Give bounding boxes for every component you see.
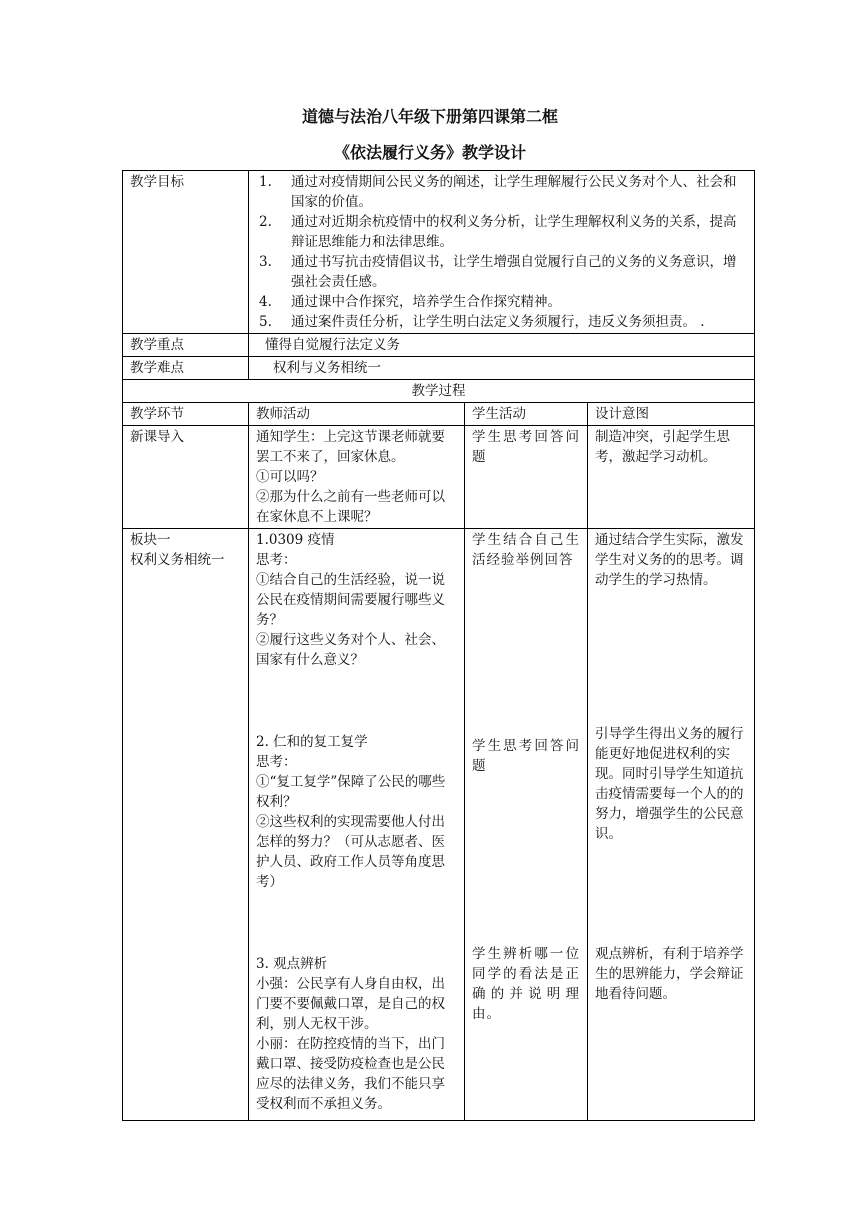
block1-teacher-activity: 1.0309 疫情 思考： ①结合自己的生活经验，说一说公民在疫情期间需要履行哪些义务？ ②履行这些义务对个人、社会、国家有什么意义？ 2. 仁和的复工复学 思考： ①“复工复学”保障了公民的哪些权利？ ②这些权利的实现需要他人付出怎样的努力？（可从志愿者、医护人员、政府工作人员等角度思考） 3. 观点辨析 小强：公民享有人身自由权，出门要不要佩戴口罩，是自己的权利，别人无权干涉。 小丽：在防控疫情的当下，出门戴口罩、接受防疫检查也是公民应尽的法律义务，我们不能只享受权利而不承担义务。 bbox=[249, 529, 465, 1121]
header-student: 学生活动 bbox=[465, 403, 588, 426]
goals-list bbox=[259, 172, 747, 332]
block1-row bbox=[123, 529, 755, 1121]
lesson-plan-table bbox=[122, 170, 755, 1121]
intro-row bbox=[123, 426, 755, 529]
focus-row bbox=[123, 334, 755, 357]
goals-label: 教学目标 bbox=[123, 171, 249, 334]
difficulty-label: 教学难点 bbox=[123, 357, 249, 380]
goal-item: 4. 通过课中合作探究，培养学生合作探究精神。 bbox=[259, 294, 561, 310]
block1-stage: 板块一 权利义务相统一 bbox=[123, 529, 249, 1121]
process-title-row bbox=[123, 380, 755, 403]
intro-student-activity: 学生思考回答问题 bbox=[465, 426, 588, 529]
header-stage: 教学环节 bbox=[123, 403, 249, 426]
goal-item: 3. 通过书写抗击疫情倡议书，让学生增强自觉履行自己的义务的义务意识，增强社会责任感。 bbox=[259, 254, 737, 290]
goal-item: 2. 通过对近期余杭疫情中的权利义务分析，让学生理解权利义务的关系，提高辩证思维能力和法律思维。 bbox=[259, 214, 737, 250]
intro-design-intent: 制造冲突，引起学生思考，激起学习动机。 bbox=[588, 426, 755, 529]
block1-design-intent: 通过结合学生实际，激发学生对义务的的思考。调动学生的学习热情。 引导学生得出义务的履行能更好地促进权利的实现。同时引导学生知道抗击疫情需要每一个人的的努力，增强学生的公民意识。 观点辨析，有利于培养学生的思辨能力，学会辩证地看待问题。 bbox=[588, 529, 755, 1121]
intro-stage: 新课导入 bbox=[123, 426, 249, 529]
header-intent: 设计意图 bbox=[588, 403, 755, 426]
header-teacher: 教师活动 bbox=[249, 403, 465, 426]
focus-label: 教学重点 bbox=[123, 334, 249, 357]
goals-row bbox=[123, 171, 755, 334]
goal-item: 5. 通过案件责任分析，让学生明白法定义务须履行，违反义务须担责。 . bbox=[259, 314, 705, 330]
goals-cell bbox=[249, 171, 755, 334]
block1-student-activity: 学生结合自己生活经验举例回答 学生思考回答问题 学生辨析哪一位同学的看法是正确的并说明理由。 bbox=[465, 529, 588, 1121]
difficulty-value: 权利与义务相统一 bbox=[249, 357, 755, 380]
process-header-row bbox=[123, 403, 755, 426]
difficulty-row bbox=[123, 357, 755, 380]
goal-item: 1. 通过对疫情期间公民义务的阐述，让学生理解履行公民义务对个人、社会和国家的价值。 bbox=[259, 174, 737, 210]
focus-value: 懂得自觉履行法定义务 bbox=[249, 334, 755, 357]
intro-teacher-activity: 通知学生：上完这节课老师就要罢工不来了，回家休息。 ①可以吗？ ②那为什么之前有一些老师可以在家休息不上课呢？ bbox=[249, 426, 465, 529]
document-subtitle: 《依法履行义务》教学设计 bbox=[333, 143, 526, 162]
document-title: 道德与法治八年级下册第四课第二框 bbox=[301, 107, 558, 126]
process-title: 教学过程 bbox=[123, 380, 755, 403]
